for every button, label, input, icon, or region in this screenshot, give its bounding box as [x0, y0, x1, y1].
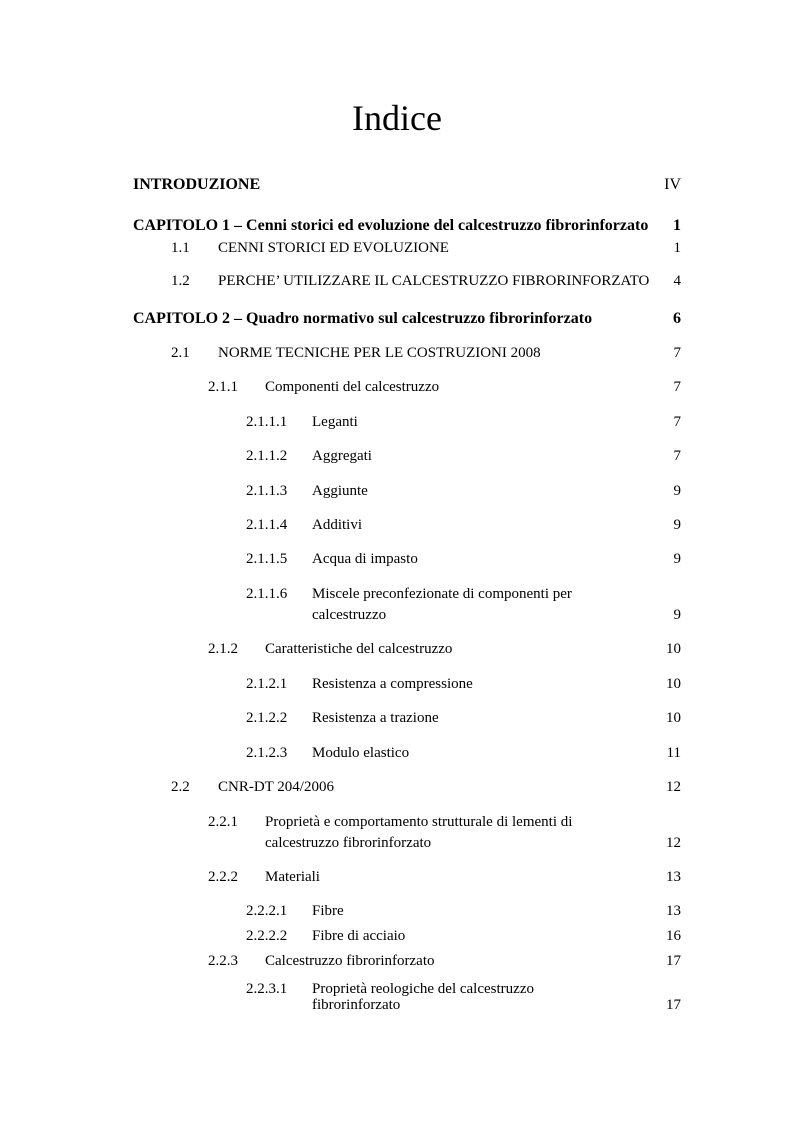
- toc-entry-page: 7: [673, 448, 681, 464]
- toc-entry-title: Fibre: [312, 903, 344, 919]
- toc-entry-page: 7: [673, 379, 681, 395]
- toc-entry-number: 2.2.3.1: [246, 981, 288, 997]
- toc-entry-title: Modulo elastico: [312, 745, 410, 761]
- toc-entry-number: 2.1.2: [208, 641, 238, 657]
- toc-entry-page: 6: [673, 310, 681, 327]
- toc-entry-page: 9: [673, 551, 681, 567]
- toc-entry-number: 1.2: [171, 273, 190, 289]
- toc-entry-number: 2.2.1: [208, 814, 238, 830]
- toc-entry-page: IV: [664, 176, 681, 193]
- toc-entry-title: Resistenza a compressione: [312, 676, 473, 692]
- toc-entry-title: PERCHE’ UTILIZZARE IL CALCESTRUZZO FIBRORINFORZATO: [218, 273, 650, 289]
- toc-entry-page: 17: [666, 997, 681, 1013]
- toc-entry-number: 2.1.2.1: [246, 676, 288, 692]
- toc-entry-page: 12: [666, 779, 681, 795]
- toc-entry-title: Aggiunte: [312, 483, 368, 499]
- toc-entry-title-continuation: fibrorinforzato: [312, 997, 401, 1013]
- toc-entry-number: 2.1.1.3: [246, 483, 288, 499]
- toc-entry-number: 2.1.2.2: [246, 710, 288, 726]
- toc-entry-title-continuation: calcestruzzo fibrorinforzato: [265, 835, 432, 851]
- toc-entry-page: 9: [673, 607, 681, 623]
- toc-entry-title: Proprietà reologiche del calcestruzzo: [312, 981, 534, 997]
- toc-entry-title: Calcestruzzo fibrorinforzato: [265, 953, 435, 969]
- toc-entry-number: 2.1.1.4: [246, 517, 288, 533]
- toc-entry-page: 10: [666, 676, 681, 692]
- toc-entry-title-continuation: calcestruzzo: [312, 607, 387, 623]
- toc-entry-page: 10: [666, 641, 681, 657]
- toc-entry-page: 7: [673, 414, 681, 430]
- toc-entry-number: 2.1.1.1: [246, 414, 288, 430]
- toc-entry-page: 9: [673, 483, 681, 499]
- toc-entry-page: 4: [673, 273, 681, 289]
- toc-entry-number: 2.1.1.6: [246, 586, 288, 602]
- toc-entry-title: Materiali: [265, 869, 320, 885]
- toc-entry-title: NORME TECNICHE PER LE COSTRUZIONI 2008: [218, 345, 541, 361]
- toc-entry-title: CAPITOLO 1 – Cenni storici ed evoluzione del calcestruzzo fibrorinforzato: [133, 217, 649, 234]
- toc-entry-number: 2.2.2.2: [246, 928, 288, 944]
- toc-entry-title: Proprietà e comportamento strutturale di lementi di: [265, 814, 573, 830]
- toc-entry-page: 10: [666, 710, 681, 726]
- toc-entry-title: Componenti del calcestruzzo: [265, 379, 440, 395]
- toc-entry-title: CNR-DT 204/2006: [218, 779, 334, 795]
- toc-entry-title: Acqua di impasto: [312, 551, 418, 567]
- toc-entry-title: Fibre di acciaio: [312, 928, 406, 944]
- toc-entry-title: Miscele preconfezionate di componenti per: [312, 586, 572, 602]
- toc-entry-number: 2.1.2.3: [246, 745, 288, 761]
- toc-entry-title: CAPITOLO 2 – Quadro normativo sul calcestruzzo fibrorinforzato: [133, 310, 593, 327]
- toc-entry-page: 1: [673, 217, 681, 234]
- toc-entry-title: Leganti: [312, 414, 358, 430]
- toc-entry-number: 2.2: [171, 779, 190, 795]
- toc-entry-page: 7: [673, 345, 681, 361]
- toc-entry-title: Additivi: [312, 517, 363, 533]
- toc-entry-title: Resistenza a trazione: [312, 710, 439, 726]
- page-title: Indice: [352, 98, 442, 138]
- toc-entry-page: 16: [666, 928, 681, 944]
- toc-entry-page: 13: [666, 869, 681, 885]
- toc-entry-title: CENNI STORICI ED EVOLUZIONE: [218, 240, 449, 256]
- toc-entry-number: 2.1.1: [208, 379, 238, 395]
- toc-entry-page: 12: [666, 835, 681, 851]
- toc-entry-number: 2.1: [171, 345, 190, 361]
- toc-entry-page: 1: [673, 240, 681, 256]
- toc-entry-page: 9: [673, 517, 681, 533]
- toc-entry-page: 17: [666, 953, 681, 969]
- toc-entry-number: 2.2.2: [208, 869, 238, 885]
- toc-entry-number: 2.2.2.1: [246, 903, 288, 919]
- toc-entry-page: 13: [666, 903, 681, 919]
- toc-entry-title: Aggregati: [312, 448, 372, 464]
- toc-entry-number: 2.1.1.5: [246, 551, 288, 567]
- toc-entry-number: 2.1.1.2: [246, 448, 288, 464]
- toc-entry-number: 1.1: [171, 240, 190, 256]
- toc-entry-number: 2.2.3: [208, 953, 238, 969]
- toc-entry-title: INTRODUZIONE: [133, 176, 261, 193]
- toc-entry-page: 11: [666, 745, 681, 761]
- toc-entry-title: Caratteristiche del calcestruzzo: [265, 641, 453, 657]
